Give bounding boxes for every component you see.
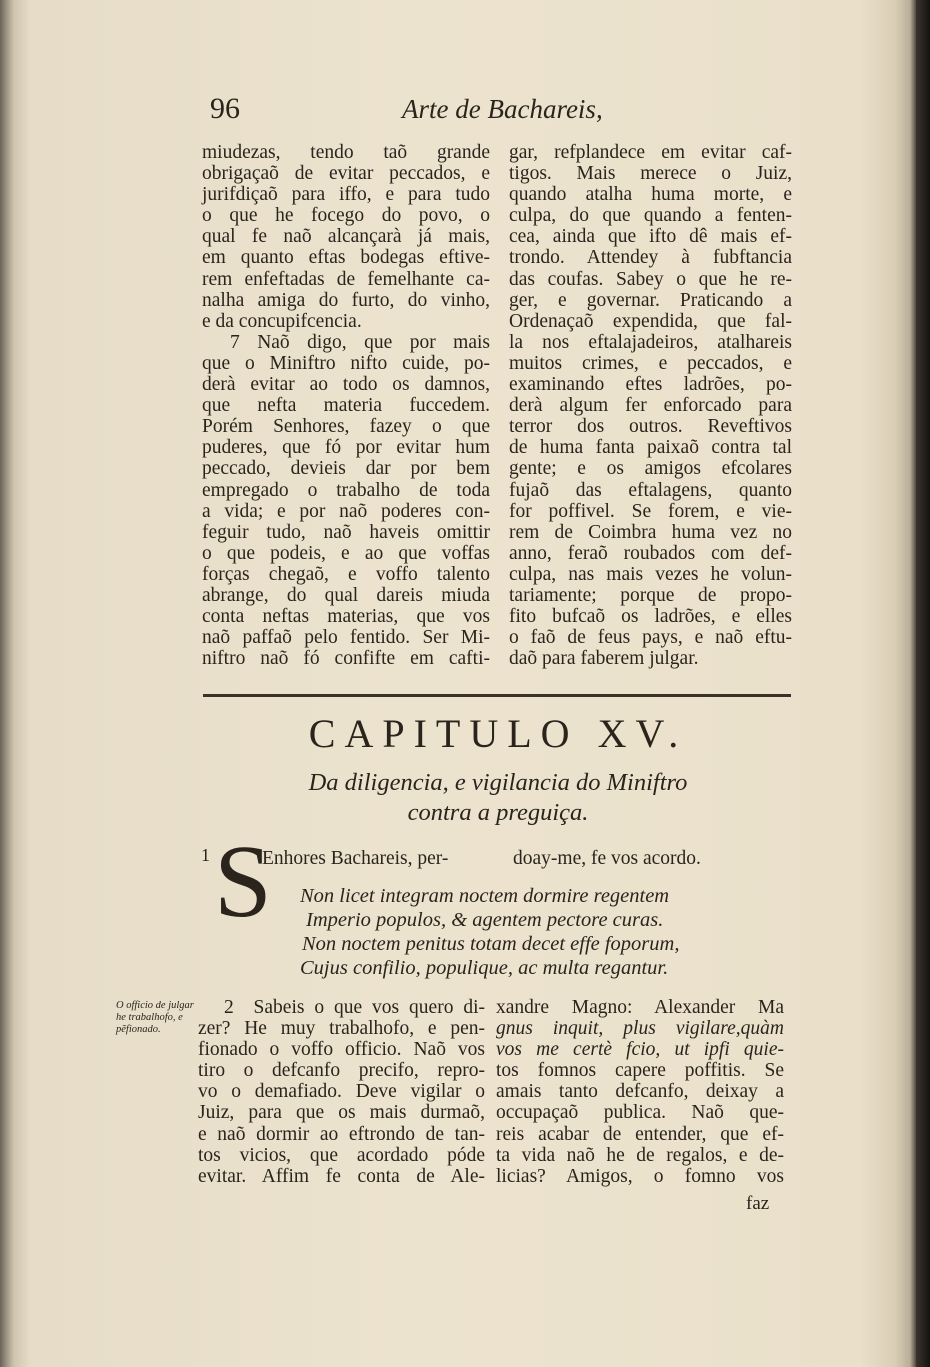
text-line: forças chegaõ, e voffo talento	[202, 563, 490, 585]
paragraph-2-start	[198, 997, 485, 1018]
catchword: faz	[746, 1193, 770, 1214]
text-line: evitar. Affim fe conta de Ale-	[198, 1165, 485, 1187]
text-line: amais tanto defcanfo, deixay a	[496, 1081, 784, 1103]
text-line: cea, ainda que ifto dê mais ef-	[509, 226, 792, 248]
text-line: tos vicios, que acordado póde	[198, 1144, 485, 1166]
section-divider-rule	[203, 694, 791, 697]
text-line: quando atalha huma morte, e	[509, 184, 792, 206]
text-line: conta neftas materias, que vos	[202, 606, 490, 628]
text-line: puderes, que fó por evitar hum	[202, 437, 490, 459]
text-line: gar, refplandece em evitar caf-	[509, 142, 792, 163]
text-line: das coufas. Sabey o que he re-	[509, 268, 792, 290]
text-line: anno, feraõ roubados com def-	[509, 542, 792, 564]
opening-line-left: Enhores Bachareis, per-	[262, 848, 449, 869]
text-line: rem enfeftadas de femelhante ca-	[202, 268, 490, 290]
text-line: miudezas, tendo taõ grande	[202, 142, 490, 163]
marginal-note: O officio de julgar he trabalhofo, e pẽfionado.	[116, 1000, 194, 1035]
text-line: o faõ de feus pays, e naõ eftu-	[509, 627, 792, 649]
text-line: de huma fanta paixaõ contra tal	[509, 437, 792, 459]
text-line: obrigaçaõ de evitar peccados, e	[202, 163, 490, 185]
paragraph-number: 1	[201, 845, 210, 865]
text-line: derà evitar ao todo os damnos,	[202, 374, 490, 396]
text-line: culpa, nas mais vezes he volun-	[509, 563, 792, 585]
page-header	[210, 92, 810, 132]
verse-line: Cujus confilio, populique, ac multa regantur.	[300, 957, 669, 979]
verse-line: Non licet integram noctem dormire regentem	[300, 885, 670, 907]
text-line: nalha amiga do furto, do vinho,	[202, 289, 490, 311]
text-line: muitos crimes, e peccados, e	[509, 352, 792, 374]
text-line: fito bufcaõ os ladrões, e elles	[509, 606, 792, 628]
top-right-column	[509, 142, 792, 669]
text-line: feguir tudo, naõ haveis omittir	[202, 521, 490, 543]
text-line: xandre Magno: Alexander Ma	[496, 997, 784, 1018]
text-line: a vida; e por naõ poderes con-	[202, 500, 490, 522]
text-line: derà algum fer enforcado para	[509, 395, 792, 417]
paragraph-number: 2	[224, 997, 234, 1018]
text-line: ger, e governar. Praticando a	[509, 289, 792, 311]
text-line: empregado o trabalho de toda	[202, 479, 490, 501]
text-line: peccado, devieis dar por bem	[202, 458, 490, 480]
text-line: rem de Coimbra huma vez no	[509, 521, 792, 543]
text-line: niftro naõ fó confifte em cafti-	[202, 648, 490, 670]
text-line: vos me certè fcio, ut ipfi quie-	[496, 1039, 784, 1061]
text-line: naõ paffaõ pelo fentido. Ser Mi-	[202, 627, 490, 649]
text-line: o que he focego do povo, o	[202, 205, 490, 227]
text-line: Juiz, para que os mais durmaõ,	[198, 1102, 485, 1124]
top-left-column	[202, 142, 490, 669]
text-line: fujaõ das eftalagens, quanto	[509, 479, 792, 501]
text-line: gente; e os amigos efcolares	[509, 458, 792, 480]
text-line: ta vida naõ he de regalos, e de-	[496, 1144, 784, 1166]
text-line: tos fomnos capere poffitis. Se	[496, 1060, 784, 1082]
verse-line: Non noctem penitus totam decet effe foporum,	[302, 933, 680, 955]
text-line: que o Miniftro nifto cuide, po-	[202, 352, 490, 374]
text-line: Ordenaçaõ expendida, que fal-	[509, 310, 792, 332]
paragraph-7-start: 7 Naõ digo, que por mais	[230, 331, 490, 353]
text-line: abrange, do qual dareis miuda	[202, 584, 490, 606]
text-line: la nos eftalajadeiros, atalhareis	[509, 331, 792, 353]
text-line: trondo. Attendey à fubftancia	[509, 247, 792, 269]
verse-line: Imperio populos, & agentem pectore curas.	[306, 909, 664, 931]
text-fragment: Sabeis o que vos quero di-	[253, 997, 485, 1018]
drop-cap-initial: S	[214, 824, 272, 939]
chapter-subtitle	[203, 768, 793, 828]
opening-line-right: doay-me, fe vos acordo.	[513, 848, 701, 869]
text-line: culpa, do que quando a fenten-	[509, 205, 792, 227]
text-line: occupaçaõ publica. Naõ que-	[496, 1102, 784, 1124]
text-line: Porém Senhores, fazey o que	[202, 416, 490, 438]
text-line: examinando eftes ladrões, po-	[509, 374, 792, 396]
text-line: e naõ dormir ao eftrondo de tan-	[198, 1123, 485, 1145]
text-line: que nefta materia fuccedem.	[202, 395, 490, 417]
text-line: e da concupifcencia.	[202, 310, 362, 332]
text-line: jurifdiçaõ para iffo, e para tudo	[202, 184, 490, 206]
text-line: terror dos outros. Reveftivos	[509, 416, 792, 438]
text-line: o que podeis, e ao que voffas	[202, 542, 490, 564]
text-line: qual fe naõ alcançarà já mais,	[202, 226, 490, 248]
text-line: zer? He muy trabalhofo, e pen-	[198, 1018, 485, 1040]
text-line: daõ para faberem julgar.	[509, 648, 699, 670]
bottom-left-column	[198, 997, 485, 1187]
text-line: fionado o voffo officio. Naõ vos	[198, 1039, 485, 1061]
bottom-right-column	[496, 997, 784, 1187]
latin-verse-quotation	[300, 884, 679, 980]
text-line: em quanto eftas bodegas eftive-	[202, 247, 490, 269]
running-title: Arte de Bachareis,	[402, 94, 603, 124]
text-line: reis acabar de entender, que ef-	[496, 1123, 784, 1145]
chapter-subtitle-line: Da diligencia, e vigilancia do Miniftro	[308, 769, 688, 796]
text-line: for poffivel. Se forem, e vie-	[509, 500, 792, 522]
chapter-title: CAPITULO XV.	[308, 711, 688, 756]
text-line: tigos. Mais merece o Juiz,	[509, 163, 792, 185]
text-line: tiro o defcanfo precifo, repro-	[198, 1060, 485, 1082]
page-number: 96	[210, 92, 240, 125]
text-line: vo o demafiado. Deve vigilar o	[198, 1081, 485, 1103]
text-line: tariamente; porque de propo-	[509, 584, 792, 606]
chapter-subtitle-line: contra a preguiça.	[407, 799, 589, 826]
text-line: gnus inquit, plus vigilare,quàm	[496, 1018, 784, 1040]
text-line: licias? Amigos, o fomno vos	[496, 1165, 784, 1187]
